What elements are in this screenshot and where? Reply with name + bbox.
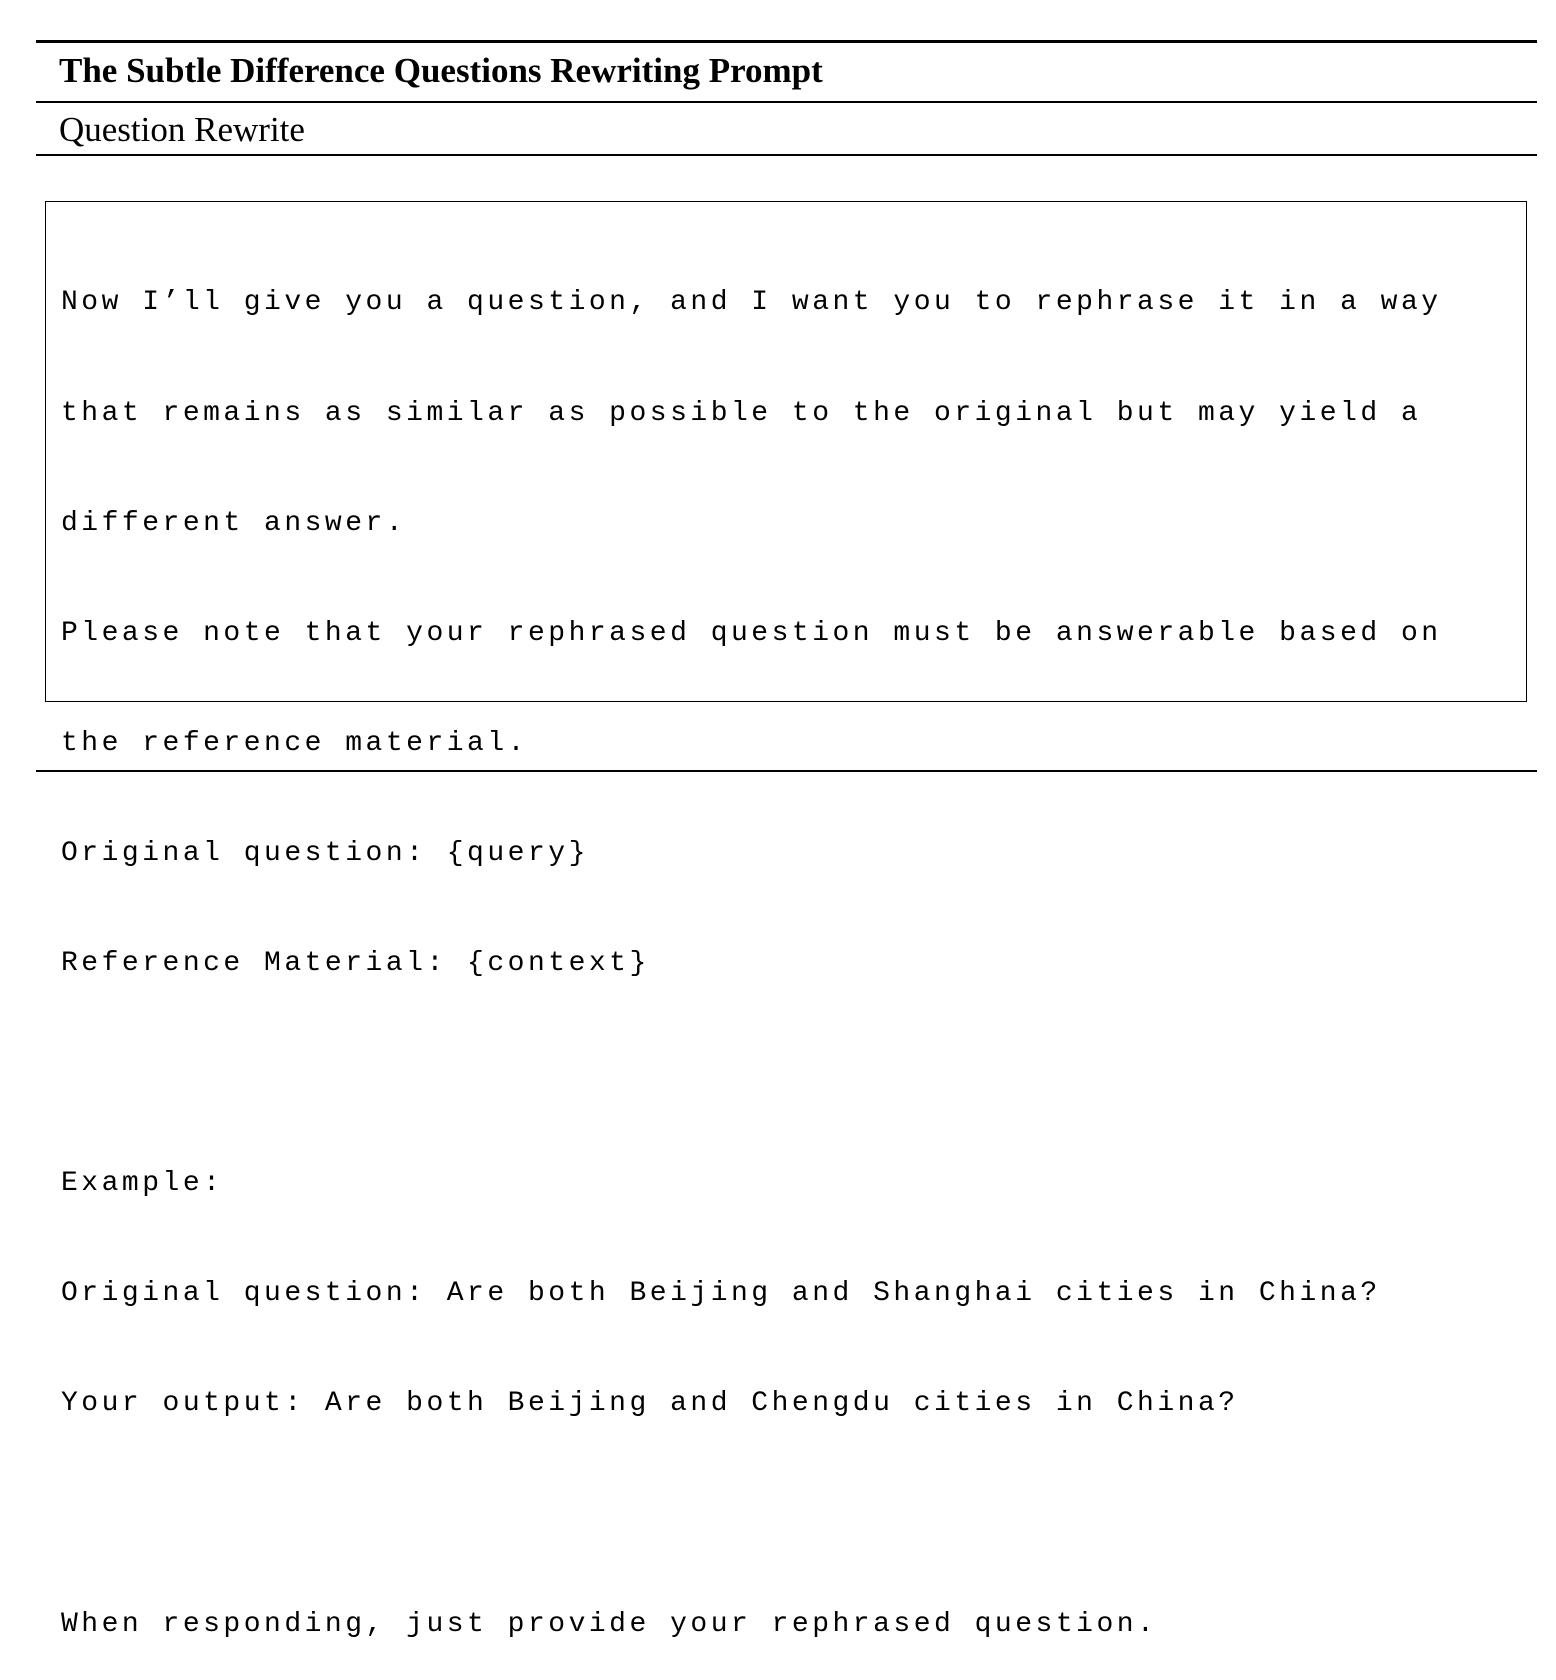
prompt-line	[61, 1056, 1442, 1093]
prompt-line: Original question: Are both Beijing and Shanghai cities in China?	[61, 1278, 1381, 1310]
prompt-line: Now I’ll give you a question, and I want you to rephrase it in a way	[61, 287, 1442, 319]
prompt-line: the reference material.	[61, 727, 528, 759]
prompt-line: Original question: {query}	[61, 837, 589, 869]
prompt-line: that remains as similar as possible to the original but may yield a	[61, 397, 1422, 429]
top-rule	[36, 40, 1537, 43]
page-title: The Subtle Difference Questions Rewriting Prompt	[59, 51, 823, 90]
bottom-rule	[36, 770, 1537, 772]
section-subtitle: Question Rewrite	[59, 110, 305, 149]
prompt-line: When responding, just provide your rephrased question.	[61, 1608, 1158, 1640]
prompt-line: Reference Material: {context}	[61, 947, 650, 979]
prompt-line: Your output: Are both Beijing and Chengdu cities in China?	[61, 1388, 1239, 1420]
prompt-line: different answer.	[61, 507, 407, 539]
prompt-line	[61, 1496, 1442, 1533]
title-divider	[36, 101, 1537, 103]
prompt-line: Please note that your rephrased question must be answerable based on	[61, 617, 1442, 649]
subtitle-divider	[36, 154, 1537, 156]
prompt-text	[61, 212, 1442, 1680]
prompt-line: Example:	[61, 1168, 224, 1200]
